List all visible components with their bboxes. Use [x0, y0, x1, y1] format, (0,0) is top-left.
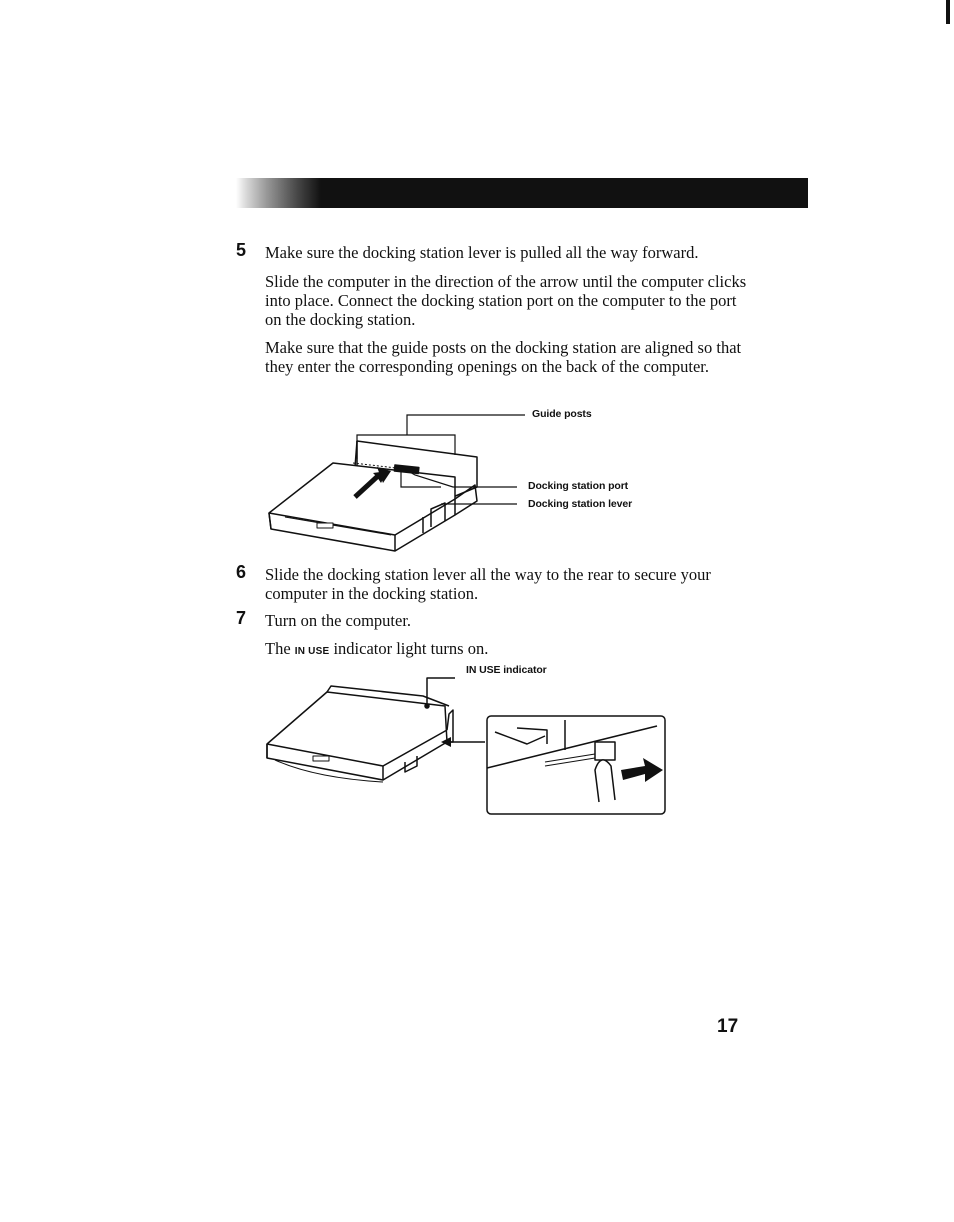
computer-body: [269, 463, 455, 551]
step-6-number: 6: [236, 562, 247, 582]
step-5-paragraph-guide-posts: Make sure that the guide posts on the docking station are aligned so that they enter the corresponding openings on the back of the computer.: [265, 338, 742, 376]
note-text-after: indicator light turns on.: [329, 639, 489, 658]
note-text-before: The: [265, 639, 295, 658]
callout-docking-station-port: Docking station port: [528, 480, 629, 492]
step-5-instruction: Make sure the docking station lever is pulled all the way forward.: [265, 243, 699, 262]
step-6-instruction: Slide the docking station lever all the way to the rear to secure your computer in the docking station.: [265, 565, 711, 603]
step-5-paragraph-slide: Slide the computer in the direction of the arrow until the computer clicks into place. Connect the docking station port on the computer to the port on the docking station.: [265, 272, 747, 329]
step-7-number: 7: [236, 608, 247, 628]
callout-docking-station-lever: Docking station lever: [528, 498, 633, 510]
section-header-bar: [236, 178, 808, 208]
page-number: 17: [717, 1016, 739, 1037]
finger: [595, 760, 615, 802]
callout-in-use-indicator: IN USE indicator: [466, 664, 547, 676]
callout-guide-posts: Guide posts: [532, 408, 592, 420]
step-7-note: [265, 639, 755, 661]
step-5-number: 5: [236, 240, 247, 260]
step-7-instruction: Turn on the computer.: [265, 611, 412, 630]
in-use-indicator-leader: [427, 678, 455, 704]
push-arrow: [621, 758, 663, 782]
in-use-indicator-figure: [255, 670, 675, 820]
in-use-smallcaps: IN USE: [294, 646, 330, 657]
page-edge-mark: [946, 0, 950, 24]
